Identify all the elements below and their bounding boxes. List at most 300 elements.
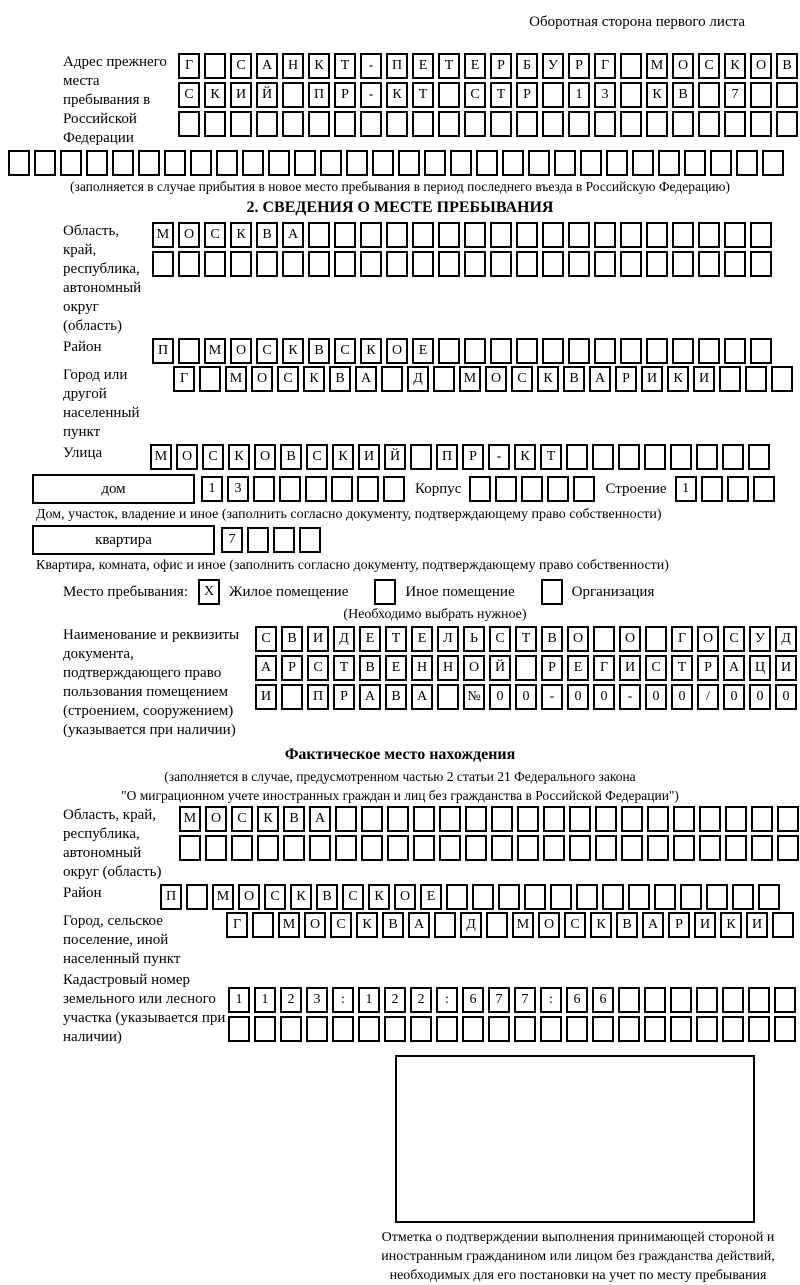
char-box[interactable] (722, 987, 744, 1013)
char-box[interactable] (568, 338, 590, 364)
char-box[interactable] (384, 1016, 406, 1042)
char-box[interactable]: : (540, 987, 562, 1013)
char-box[interactable]: С (342, 884, 364, 910)
char-box[interactable]: А (255, 655, 277, 681)
char-box[interactable]: А (355, 366, 377, 392)
char-box[interactable]: - (360, 82, 382, 108)
char-box[interactable] (732, 884, 754, 910)
char-box[interactable] (491, 806, 513, 832)
char-box[interactable] (684, 150, 706, 176)
char-box[interactable] (60, 150, 82, 176)
char-box[interactable] (524, 884, 546, 910)
char-box[interactable] (706, 884, 728, 910)
char-box[interactable]: К (720, 912, 742, 938)
char-box[interactable]: Г (594, 53, 616, 79)
char-box[interactable] (620, 111, 642, 137)
char-box[interactable] (628, 884, 650, 910)
char-box[interactable]: Е (359, 626, 381, 652)
char-box[interactable]: Г (671, 626, 693, 652)
char-box[interactable] (446, 884, 468, 910)
char-box[interactable]: М (204, 338, 226, 364)
char-box[interactable] (762, 150, 784, 176)
char-box[interactable] (256, 111, 278, 137)
char-box[interactable]: С (306, 444, 328, 470)
char-box[interactable] (644, 1016, 666, 1042)
char-box[interactable] (299, 527, 321, 553)
char-box[interactable] (698, 82, 720, 108)
char-box[interactable]: О (697, 626, 719, 652)
char-box[interactable] (273, 527, 295, 553)
char-box[interactable]: В (283, 806, 305, 832)
char-box[interactable]: Д (407, 366, 429, 392)
char-box[interactable]: Н (282, 53, 304, 79)
char-box[interactable]: 0 (671, 684, 693, 710)
char-box[interactable] (438, 111, 460, 137)
char-box[interactable] (748, 987, 770, 1013)
char-box[interactable] (672, 222, 694, 248)
char-box[interactable] (465, 835, 487, 861)
char-box[interactable]: О (485, 366, 507, 392)
char-box[interactable] (490, 338, 512, 364)
char-box[interactable] (776, 111, 798, 137)
char-box[interactable]: 0 (645, 684, 667, 710)
char-box[interactable] (34, 150, 56, 176)
char-box[interactable] (199, 366, 221, 392)
char-box[interactable] (164, 150, 186, 176)
char-box[interactable] (592, 1016, 614, 1042)
char-box[interactable]: - (488, 444, 510, 470)
char-box[interactable]: М (212, 884, 234, 910)
char-box[interactable]: М (512, 912, 534, 938)
char-box[interactable] (568, 111, 590, 137)
char-box[interactable] (205, 835, 227, 861)
char-box[interactable]: Р (615, 366, 637, 392)
char-box[interactable]: В (616, 912, 638, 938)
char-box[interactable] (268, 150, 290, 176)
char-box[interactable] (436, 1016, 458, 1042)
char-box[interactable] (491, 835, 513, 861)
char-box[interactable] (190, 150, 212, 176)
char-box[interactable]: С (256, 338, 278, 364)
char-box[interactable] (360, 251, 382, 277)
char-box[interactable]: 3 (594, 82, 616, 108)
char-box[interactable]: П (307, 684, 329, 710)
char-box[interactable]: П (160, 884, 182, 910)
char-box[interactable]: С (178, 82, 200, 108)
char-box[interactable]: К (360, 338, 382, 364)
char-box[interactable] (722, 1016, 744, 1042)
char-box[interactable] (646, 111, 668, 137)
char-box[interactable]: О (750, 53, 772, 79)
char-box[interactable]: Н (437, 655, 459, 681)
char-box[interactable] (204, 251, 226, 277)
char-box[interactable] (672, 111, 694, 137)
char-box[interactable]: Р (490, 53, 512, 79)
char-box[interactable] (646, 222, 668, 248)
char-box[interactable] (294, 150, 316, 176)
char-box[interactable]: О (672, 53, 694, 79)
char-box[interactable] (438, 251, 460, 277)
char-box[interactable]: Т (515, 626, 537, 652)
char-box[interactable] (437, 684, 459, 710)
char-box[interactable] (186, 884, 208, 910)
char-box[interactable] (554, 150, 576, 176)
char-box[interactable] (725, 835, 747, 861)
char-box[interactable] (566, 444, 588, 470)
char-box[interactable] (464, 251, 486, 277)
char-box[interactable] (515, 655, 537, 681)
confirmation-stamp-area[interactable] (395, 1055, 755, 1223)
char-box[interactable]: Г (226, 912, 248, 938)
char-box[interactable] (646, 251, 668, 277)
char-box[interactable] (748, 444, 770, 470)
char-box[interactable]: К (230, 222, 252, 248)
char-box[interactable] (701, 476, 723, 502)
char-box[interactable] (777, 806, 799, 832)
char-box[interactable] (543, 806, 565, 832)
char-box[interactable] (618, 444, 640, 470)
char-box[interactable]: 2 (410, 987, 432, 1013)
char-box[interactable]: С (330, 912, 352, 938)
char-box[interactable] (434, 912, 456, 938)
char-box[interactable] (178, 111, 200, 137)
char-box[interactable] (305, 476, 327, 502)
char-box[interactable] (772, 912, 794, 938)
char-box[interactable]: А (642, 912, 664, 938)
char-box[interactable] (178, 338, 200, 364)
char-box[interactable] (750, 82, 772, 108)
char-box[interactable]: Р (568, 53, 590, 79)
char-box[interactable] (358, 1016, 380, 1042)
char-box[interactable]: К (257, 806, 279, 832)
char-box[interactable] (645, 626, 667, 652)
char-box[interactable]: Д (775, 626, 797, 652)
char-box[interactable]: К (282, 338, 304, 364)
char-box[interactable]: К (537, 366, 559, 392)
char-box[interactable]: Г (593, 655, 615, 681)
char-box[interactable] (644, 444, 666, 470)
char-box[interactable] (332, 1016, 354, 1042)
char-box[interactable]: П (436, 444, 458, 470)
char-box[interactable]: 1 (568, 82, 590, 108)
char-box[interactable]: У (542, 53, 564, 79)
char-box[interactable]: К (590, 912, 612, 938)
char-box[interactable] (724, 338, 746, 364)
char-box[interactable] (462, 1016, 484, 1042)
char-box[interactable] (410, 444, 432, 470)
char-box[interactable] (387, 806, 409, 832)
char-box[interactable] (672, 338, 694, 364)
char-box[interactable] (502, 150, 524, 176)
char-box[interactable]: Ц (749, 655, 771, 681)
char-box[interactable] (413, 806, 435, 832)
char-box[interactable] (386, 222, 408, 248)
char-box[interactable] (542, 338, 564, 364)
char-box[interactable]: К (514, 444, 536, 470)
char-box[interactable] (699, 835, 721, 861)
char-box[interactable] (439, 835, 461, 861)
char-box[interactable] (646, 338, 668, 364)
char-box[interactable] (680, 884, 702, 910)
char-box[interactable]: Р (668, 912, 690, 938)
char-box[interactable]: И (694, 912, 716, 938)
char-box[interactable] (542, 82, 564, 108)
char-box[interactable] (308, 111, 330, 137)
char-box[interactable] (386, 111, 408, 137)
char-box[interactable]: П (386, 53, 408, 79)
char-box[interactable] (372, 150, 394, 176)
char-box[interactable] (528, 150, 550, 176)
char-box[interactable] (620, 338, 642, 364)
char-box[interactable] (516, 251, 538, 277)
char-box[interactable]: С (202, 444, 224, 470)
char-box[interactable] (569, 806, 591, 832)
char-box[interactable]: К (204, 82, 226, 108)
char-box[interactable]: Е (385, 655, 407, 681)
char-box[interactable] (357, 476, 379, 502)
char-box[interactable] (254, 1016, 276, 1042)
char-box[interactable]: И (693, 366, 715, 392)
char-box[interactable]: 6 (566, 987, 588, 1013)
char-box[interactable]: М (179, 806, 201, 832)
char-box[interactable]: К (290, 884, 312, 910)
char-box[interactable] (569, 835, 591, 861)
char-box[interactable] (383, 476, 405, 502)
char-box[interactable]: С (334, 338, 356, 364)
char-box[interactable] (698, 338, 720, 364)
char-box[interactable]: 1 (228, 987, 250, 1013)
char-box[interactable]: : (436, 987, 458, 1013)
char-box[interactable]: К (303, 366, 325, 392)
char-box[interactable] (696, 1016, 718, 1042)
char-box[interactable]: 7 (488, 987, 510, 1013)
char-box[interactable] (398, 150, 420, 176)
char-box[interactable]: И (307, 626, 329, 652)
char-box[interactable] (498, 884, 520, 910)
char-box[interactable] (696, 987, 718, 1013)
char-box[interactable] (282, 82, 304, 108)
char-box[interactable] (346, 150, 368, 176)
char-box[interactable]: К (332, 444, 354, 470)
char-box[interactable] (724, 111, 746, 137)
char-box[interactable]: 0 (749, 684, 771, 710)
char-box[interactable]: 6 (462, 987, 484, 1013)
char-box[interactable]: О (304, 912, 326, 938)
char-box[interactable] (281, 684, 303, 710)
char-box[interactable] (450, 150, 472, 176)
char-box[interactable]: 0 (775, 684, 797, 710)
char-box[interactable]: И (255, 684, 277, 710)
char-box[interactable]: 1 (254, 987, 276, 1013)
char-box[interactable] (644, 987, 666, 1013)
char-box[interactable] (719, 366, 741, 392)
char-box[interactable]: В (385, 684, 407, 710)
char-box[interactable]: В (316, 884, 338, 910)
char-box[interactable]: 7 (724, 82, 746, 108)
char-box[interactable]: В (281, 626, 303, 652)
char-box[interactable] (710, 150, 732, 176)
char-box[interactable] (594, 251, 616, 277)
char-box[interactable] (516, 338, 538, 364)
char-box[interactable] (490, 222, 512, 248)
char-box[interactable] (750, 222, 772, 248)
char-box[interactable] (580, 150, 602, 176)
char-box[interactable] (361, 835, 383, 861)
char-box[interactable] (594, 338, 616, 364)
char-box[interactable]: О (205, 806, 227, 832)
char-box[interactable]: В (256, 222, 278, 248)
char-box[interactable] (595, 835, 617, 861)
char-box[interactable]: Л (437, 626, 459, 652)
char-box[interactable]: А (282, 222, 304, 248)
char-box[interactable] (335, 806, 357, 832)
char-box[interactable]: И (358, 444, 380, 470)
char-box[interactable]: О (251, 366, 273, 392)
char-box[interactable] (216, 150, 238, 176)
char-box[interactable] (490, 111, 512, 137)
char-box[interactable] (516, 111, 538, 137)
char-box[interactable]: М (459, 366, 481, 392)
char-box[interactable]: С (564, 912, 586, 938)
char-box[interactable]: К (646, 82, 668, 108)
char-box[interactable]: К (228, 444, 250, 470)
char-box[interactable] (774, 1016, 796, 1042)
char-box[interactable] (438, 338, 460, 364)
char-box[interactable] (602, 884, 624, 910)
char-box[interactable] (252, 912, 274, 938)
char-box[interactable] (670, 1016, 692, 1042)
char-box[interactable]: Р (281, 655, 303, 681)
char-box[interactable] (774, 987, 796, 1013)
char-box[interactable] (334, 251, 356, 277)
char-box[interactable] (751, 835, 773, 861)
char-box[interactable]: 3 (306, 987, 328, 1013)
char-box[interactable] (594, 222, 616, 248)
char-box[interactable]: Й (489, 655, 511, 681)
char-box[interactable] (464, 222, 486, 248)
char-box[interactable]: 7 (221, 527, 243, 553)
char-box[interactable] (469, 476, 491, 502)
char-box[interactable]: Н (411, 655, 433, 681)
char-box[interactable]: К (386, 82, 408, 108)
char-box[interactable] (361, 806, 383, 832)
char-box[interactable] (647, 835, 669, 861)
char-box[interactable] (542, 251, 564, 277)
char-box[interactable] (228, 1016, 250, 1042)
char-box[interactable] (727, 476, 749, 502)
char-box[interactable]: 0 (489, 684, 511, 710)
char-box[interactable] (618, 987, 640, 1013)
char-box[interactable]: М (225, 366, 247, 392)
char-box[interactable]: С (698, 53, 720, 79)
char-box[interactable] (573, 476, 595, 502)
char-box[interactable] (179, 835, 201, 861)
char-box[interactable]: А (589, 366, 611, 392)
char-box[interactable] (521, 476, 543, 502)
char-box[interactable]: 7 (514, 987, 536, 1013)
char-box[interactable]: К (667, 366, 689, 392)
char-box[interactable] (550, 884, 572, 910)
char-box[interactable] (698, 111, 720, 137)
char-box[interactable]: О (567, 626, 589, 652)
char-box[interactable] (306, 1016, 328, 1042)
char-box[interactable] (8, 150, 30, 176)
char-box[interactable]: С (204, 222, 226, 248)
char-box[interactable] (620, 251, 642, 277)
char-box[interactable]: О (463, 655, 485, 681)
char-box[interactable] (654, 884, 676, 910)
char-box[interactable] (309, 835, 331, 861)
char-box[interactable]: К (368, 884, 390, 910)
char-box[interactable]: И (746, 912, 768, 938)
char-box[interactable] (736, 150, 758, 176)
char-box[interactable]: Р (516, 82, 538, 108)
checkbox-other-premises[interactable] (374, 579, 396, 605)
char-box[interactable] (753, 476, 775, 502)
char-box[interactable]: М (646, 53, 668, 79)
char-box[interactable] (568, 222, 590, 248)
char-box[interactable] (495, 476, 517, 502)
char-box[interactable]: Е (412, 53, 434, 79)
char-box[interactable] (672, 251, 694, 277)
char-box[interactable]: У (749, 626, 771, 652)
char-box[interactable]: О (619, 626, 641, 652)
char-box[interactable] (594, 111, 616, 137)
char-box[interactable] (381, 366, 403, 392)
char-box[interactable] (566, 1016, 588, 1042)
char-box[interactable]: Т (333, 655, 355, 681)
char-box[interactable] (517, 835, 539, 861)
char-box[interactable] (698, 251, 720, 277)
char-box[interactable] (438, 222, 460, 248)
char-box[interactable]: В (382, 912, 404, 938)
char-box[interactable]: 0 (567, 684, 589, 710)
char-box[interactable]: 2 (280, 987, 302, 1013)
char-box[interactable] (412, 251, 434, 277)
char-box[interactable]: Т (412, 82, 434, 108)
char-box[interactable]: Е (411, 626, 433, 652)
char-box[interactable] (331, 476, 353, 502)
char-box[interactable]: 1 (675, 476, 697, 502)
char-box[interactable] (725, 806, 747, 832)
char-box[interactable] (673, 835, 695, 861)
char-box[interactable]: Б (516, 53, 538, 79)
char-box[interactable] (112, 150, 134, 176)
char-box[interactable] (673, 806, 695, 832)
char-box[interactable] (247, 527, 269, 553)
char-box[interactable]: О (178, 222, 200, 248)
char-box[interactable]: В (776, 53, 798, 79)
char-box[interactable]: С (264, 884, 286, 910)
char-box[interactable]: Е (420, 884, 442, 910)
char-box[interactable] (204, 111, 226, 137)
char-box[interactable]: : (332, 987, 354, 1013)
char-box[interactable] (334, 111, 356, 137)
char-box[interactable] (748, 1016, 770, 1042)
char-box[interactable]: А (408, 912, 430, 938)
char-box[interactable] (464, 338, 486, 364)
char-box[interactable]: 6 (592, 987, 614, 1013)
char-box[interactable] (283, 835, 305, 861)
char-box[interactable] (279, 476, 301, 502)
char-box[interactable] (751, 806, 773, 832)
char-box[interactable]: В (280, 444, 302, 470)
char-box[interactable] (360, 111, 382, 137)
char-box[interactable] (424, 150, 446, 176)
char-box[interactable]: С (277, 366, 299, 392)
char-box[interactable] (230, 251, 252, 277)
char-box[interactable]: Р (541, 655, 563, 681)
